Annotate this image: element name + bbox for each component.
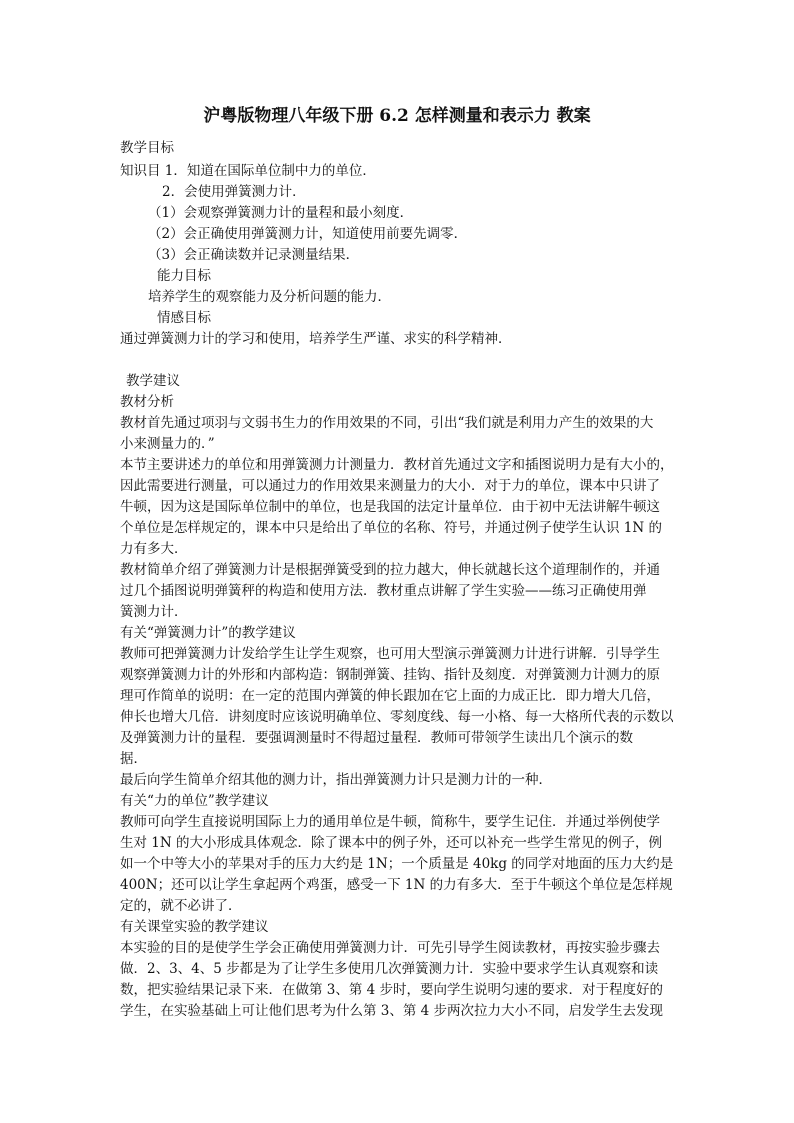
text-line: 据． (120, 751, 147, 767)
text-line: 过几个插图说明弹簧秤的构造和使用方法．教材重点讲解了学生实验——练习正确使用弹 (120, 583, 647, 599)
text-line: 簧测力计． (120, 604, 188, 620)
document-title: 沪粤版物理八年级下册 6.2 怎样测量和表示力 教案 (203, 106, 591, 126)
text-line: 最后向学生简单介绍其他的测力计，指出弹簧测力计只是测力计的一种． (120, 772, 552, 788)
text-line: 牛顿，因为这是国际单位制中的单位，也是我国的法定计量单位．由于初中无法讲解牛顿这 (120, 499, 660, 515)
text-line: 定的，就不必讲了． (120, 898, 242, 914)
subheading-force-unit-suggestions: 有关“力的单位”教学建议 (120, 793, 269, 809)
text-line: 教师可把弹簧测力计发给学生让学生观察，也可用大型演示弹簧测力计进行讲解．引导学生 (120, 646, 660, 662)
subheading-spring-scale-suggestions: 有关“弹簧测力计”的教学建议 (120, 625, 296, 641)
subheading-class-experiment-suggestions: 有关课堂实验的教学建议 (120, 919, 269, 935)
text-line: 生对 1N 的大小形成具体观念．除了课本中的例子外，还可以补充一些学生常见的例子，例 (120, 835, 662, 851)
text-line: 通过弹簧测力计的学习和使用，培养学生严谨、求实的科学精神． (120, 331, 512, 347)
text-line: 本节主要讲述力的单位和用弹簧测力计测量力．教材首先通过文字和插图说明力是有大小的， (120, 457, 674, 473)
text-line: 知识目 1．知道在国际单位制中力的单位． (120, 163, 376, 179)
text-line: 理可作简单的说明：在一定的范围内弹簧的伸长跟加在它上面的力成正比．即力增大几倍， (120, 688, 660, 704)
text-line: 数，把实验结果记录下来．在做第 3、第 4 步时，要向学生说明匀速的要求．对于程度好的 (120, 982, 664, 998)
section-heading-teaching-suggestions: 教学建议 (126, 373, 180, 389)
text-line: 2．会使用弹簧测力计． (162, 184, 306, 200)
text-line: 教材简单介绍了弹簧测力计是根据弹簧受到的拉力越大，伸长就越长这个道理制作的，并通 (120, 562, 660, 578)
text-line: 400N；还可以让学生拿起两个鸡蛋，感受一下 1N 的力有多大．至于牛顿这个单位是怎样规 (120, 877, 673, 893)
text-line: （3）会正确读数并记录测量结果． (148, 247, 360, 263)
text-line: （2）会正确使用弹簧测力计，知道使用前要先调零． (148, 226, 468, 242)
text-line: 如一个中等大小的苹果对手的压力大约是 1N；一个质量是 40kg 的同学对地面的压力大约是 (120, 856, 674, 872)
text-line: 做．2、3、4、5 步都是为了让学生多使用几次弹簧测力计．实验中要求学生认真观察和读 (120, 961, 659, 977)
text-line: 本实验的目的是使学生学会正确使用弹簧测力计．可先引导学生阅读教材，再按实验步骤去 (120, 940, 660, 956)
text-line: 学生，在实验基础上可让他们思考为什么第 3、第 4 步两次拉力大小不同，启发学生去发现 (120, 1003, 664, 1019)
text-line: 力有多大． (120, 541, 188, 557)
subheading-emotion-goals: 情感目标 (157, 310, 211, 326)
section-heading-teaching-goals: 教学目标 (120, 140, 174, 156)
text-line: 伸长也增大几倍．讲刻度时应该说明确单位、零刻度线、每一小格、每一大格所代表的示数以 (120, 709, 674, 725)
text-line: 因此需要进行测量，可以通过力的作用效果来测量力的大小．对于力的单位，课本中只讲了 (120, 478, 660, 494)
text-line: （1）会观察弹簧测力计的量程和最小刻度． (148, 205, 414, 221)
text-line: 小来测量力的．” (120, 436, 215, 452)
text-line: 及弹簧测力计的量程．要强调测量时不得超过量程．教师可带领学生读出几个演示的数 (120, 730, 633, 746)
text-line: 教材首先通过项羽与文弱书生力的作用效果的不同，引出“我们就是利用力产生的效果的大 (120, 415, 654, 431)
text-line: 教师可向学生直接说明国际上力的通用单位是牛顿，简称牛，要学生记住．并通过举例使学 (120, 814, 660, 830)
subheading-material-analysis: 教材分析 (120, 394, 174, 410)
text-line: 培养学生的观察能力及分析问题的能力． (148, 289, 391, 305)
text-line: 个单位是怎样规定的，课本中只是给出了单位的名称、符号，并通过例子使学生认识 1N 的 (120, 520, 662, 536)
subheading-ability-goals: 能力目标 (157, 268, 211, 284)
text-line: 观察弹簧测力计的外形和内部构造：钢制弹簧、挂钩、指针及刻度．对弹簧测力计测力的原 (120, 667, 660, 683)
